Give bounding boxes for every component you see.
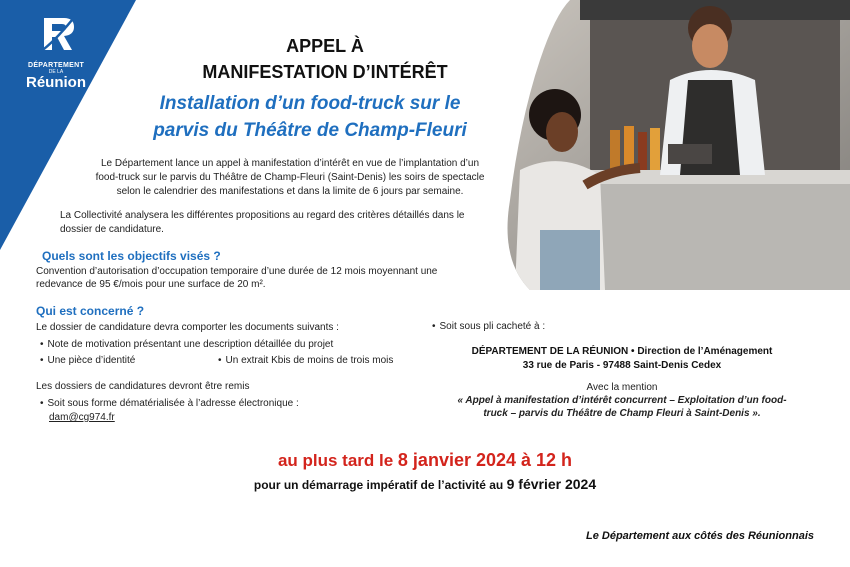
address-line2: 33 rue de Paris - 97488 Saint-Denis Cedex bbox=[522, 360, 722, 371]
intro-p1-line2: food-truck sur le parvis du Théâtre de Champ-Fleuri (Saint-Denis) les soirs de spectacle bbox=[95, 172, 485, 183]
objectives-heading: Quels sont les objectifs visés ? bbox=[42, 249, 221, 263]
documents-intro: Le dossier de candidature devra comporter les documents suivants : bbox=[36, 322, 339, 333]
intro-p2-line2: dossier de candidature. bbox=[60, 224, 164, 235]
start-date-line bbox=[100, 476, 750, 492]
objectives-text bbox=[36, 265, 516, 291]
email-link[interactable]: dam@cg974.fr bbox=[49, 412, 115, 423]
department-logo bbox=[14, 12, 98, 91]
concerned-heading: Qui est concerné ? bbox=[36, 304, 145, 318]
document-item-kbis: • Un extrait Kbis de moins de trois mois bbox=[218, 354, 393, 367]
intro-p1-line1: Le Département lance un appel à manifestation d’intérêt en vue de l’implantation d’un bbox=[100, 158, 480, 169]
objectives-line1: Convention d’autorisation d’occupation temporaire d’une durée de 12 mois moyennant une bbox=[36, 266, 438, 277]
reunion-r-logo-icon bbox=[34, 12, 78, 56]
page-title-line2: MANIFESTATION D’INTÉRÊT bbox=[202, 62, 448, 82]
submission-email-label: • Soit sous forme dématérialisée à l’adresse électronique : bbox=[40, 397, 340, 410]
food-truck-photo bbox=[500, 0, 850, 290]
mention-line2: truck – parvis du Théâtre de Champ Fleuri à Saint-Denis ». bbox=[483, 408, 761, 419]
page-title-line1: APPEL À bbox=[286, 36, 364, 56]
start-date: 9 février 2024 bbox=[506, 476, 597, 492]
objectives-line2: redevance de 95 €/mois pour une surface de 20 m². bbox=[36, 279, 266, 290]
footer-tagline: Le Département aux côtés des Réunionnais bbox=[585, 530, 814, 542]
deadline-date: 8 janvier 2024 à 12 h bbox=[397, 450, 573, 470]
submission-paper-label: • Soit sous pli cacheté à : bbox=[432, 321, 545, 332]
subtitle-line1: Installation d’un food-truck sur le bbox=[159, 93, 461, 114]
logo-line3: Réunion bbox=[26, 74, 86, 91]
address-line1: DÉPARTEMENT DE LA RÉUNION • Direction de l’Aménagement bbox=[471, 346, 773, 357]
page-subtitle bbox=[95, 90, 525, 144]
logo-line1: DÉPARTEMENT bbox=[27, 62, 85, 69]
mention-line1: « Appel à manifestation d’intérêt concurrent – Exploitation d’un food- bbox=[457, 395, 787, 406]
deadline bbox=[100, 450, 750, 471]
intro-p2-line1: La Collectivité analysera les différentes propositions au regard des critères détaillés dans le bbox=[60, 210, 465, 221]
subtitle-line2: parvis du Théâtre de Champ-Fleuri bbox=[153, 120, 467, 141]
submission-intro: Les dossiers de candidatures devront être remis bbox=[36, 381, 250, 392]
mention-label: Avec la mention bbox=[586, 382, 658, 393]
deadline-prefix: au plus tard le bbox=[277, 451, 394, 470]
logo-line2: DE LA bbox=[48, 69, 64, 75]
document-item-motivation: • Note de motivation présentant une description détaillée du projet bbox=[40, 338, 333, 351]
postal-address bbox=[428, 345, 816, 373]
intro-paragraph-1 bbox=[75, 157, 505, 199]
start-prefix: pour un démarrage impératif de l’activité au bbox=[253, 478, 504, 492]
intro-p1-line3: selon le calendrier des manifestations et dans la limite de 6 jours par semaine. bbox=[116, 186, 464, 197]
mention-block bbox=[428, 381, 816, 420]
intro-paragraph-2 bbox=[60, 209, 510, 237]
document-item-identity: • Une pièce d’identité bbox=[40, 354, 135, 367]
